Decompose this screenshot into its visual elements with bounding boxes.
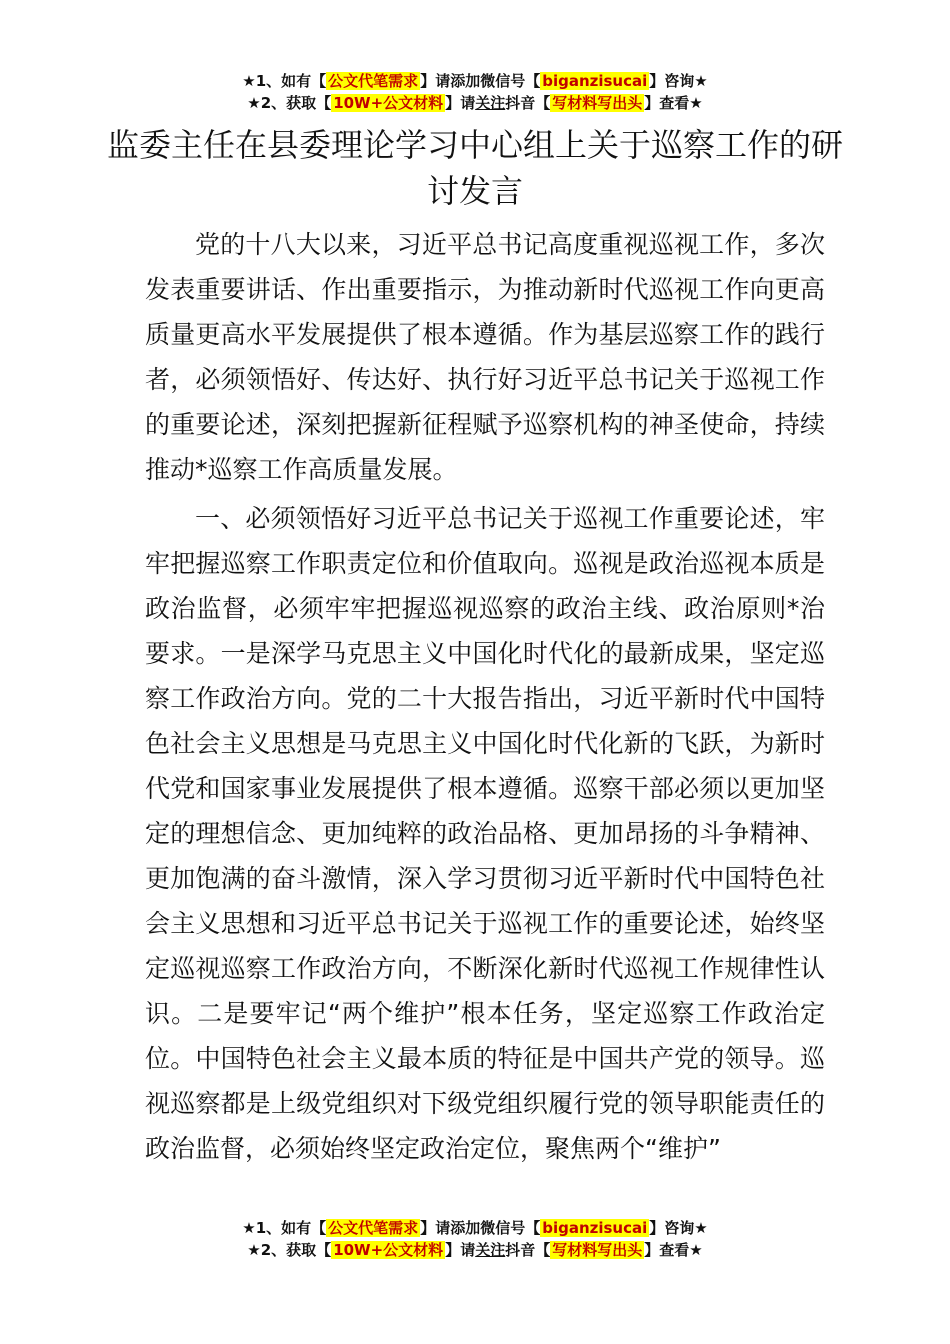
ad-text: ★2、获取【 [247, 94, 332, 112]
ad-banner-top [0, 70, 950, 114]
ad-text: 】请 [445, 1241, 476, 1259]
ad-highlight-wechat: biganzisucai [542, 1219, 648, 1237]
ad-text: 】请添加微信号【 [420, 72, 541, 90]
ad-text: ★1、如有【 [242, 72, 327, 90]
paragraph: 一、必须领悟好习近平总书记关于巡视工作重要论述，牢牢把握巡察工作职责定位和价值取向。巡视是政治巡视本质是政治监督，必须牢牢把握巡视巡察的政治主线、政治原则*治要求。一是深学马克思主义中国化时代化的最新成果，坚定巡察工作政治方向。党的二十大报告指出，习近平新时代中国特色社会主义思想是马克思主义中国化时代化新的飞跃，为新时代党和国家事业发展提供了根本遵循。巡察干部必须以更加坚定的理想信念、更加纯粹的政治品格、更加昂扬的斗争精神、更加饱满的奋斗激情，深入学习贯彻习近平新时代中国特色社会主义思想和习近平总书记关于巡视工作的重要论述，始终坚定巡视巡察工作政治方向，不断深化新时代巡视工作规律性认识。二是要牢记“两个维护”根本任务，坚定巡察工作政治定位。中国特色社会主义最本质的特征是中国共产党的领导。巡视巡察都是上级党组织对下级党组织履行党的领导职能责任的政治监督，必须始终坚定政治定位，聚焦两个“维护” [145, 504, 825, 1163]
ad-text: 】咨询★ [649, 72, 708, 90]
ad-banner-bottom [0, 1217, 950, 1261]
ad-highlight-wechat: biganzisucai [542, 72, 648, 90]
document-body [145, 222, 825, 1175]
ad-underlined-text: 关注 [475, 1241, 506, 1259]
ad-highlight: 公文代笔需求 [328, 1219, 419, 1237]
ad-line-2 [0, 92, 950, 114]
ad-text: ★2、获取【 [247, 1241, 332, 1259]
ad-highlight-douyin: 写材料写出头 [552, 1241, 643, 1259]
ad-text: 】咨询★ [649, 1219, 708, 1237]
ad-highlight: 10W+公文材料 [333, 1241, 444, 1259]
paragraph: 党的十八大以来，习近平总书记高度重视巡视工作，多次发表重要讲话、作出重要指示，为推动新时代巡视工作向更高质量更高水平发展提供了根本遵循。作为基层巡察工作的践行者，必须领悟好、传达好、执行好习近平总书记关于巡视工作的重要论述，深刻把握新征程赋予巡察机构的神圣使命，持续推动*巡察工作高质量发展。 [145, 230, 825, 484]
ad-text: 】请 [445, 94, 476, 112]
ad-text: 】查看★ [644, 1241, 703, 1259]
ad-highlight: 公文代笔需求 [328, 72, 419, 90]
ad-line-2 [0, 1239, 950, 1261]
ad-text: ★1、如有【 [242, 1219, 327, 1237]
ad-text: 抖音【 [505, 94, 551, 112]
document-title: 监委主任在县委理论学习中心组上关于巡察工作的研讨发言 [106, 126, 843, 210]
ad-text: 】查看★ [644, 94, 703, 112]
ad-underlined-text: 关注 [475, 94, 506, 112]
ad-line-1 [0, 1217, 950, 1239]
ad-text: 】请添加微信号【 [420, 1219, 541, 1237]
ad-highlight-douyin: 写材料写出头 [552, 94, 643, 112]
ad-highlight: 10W+公文材料 [333, 94, 444, 112]
ad-line-1 [0, 70, 950, 92]
ad-text: 抖音【 [505, 1241, 551, 1259]
